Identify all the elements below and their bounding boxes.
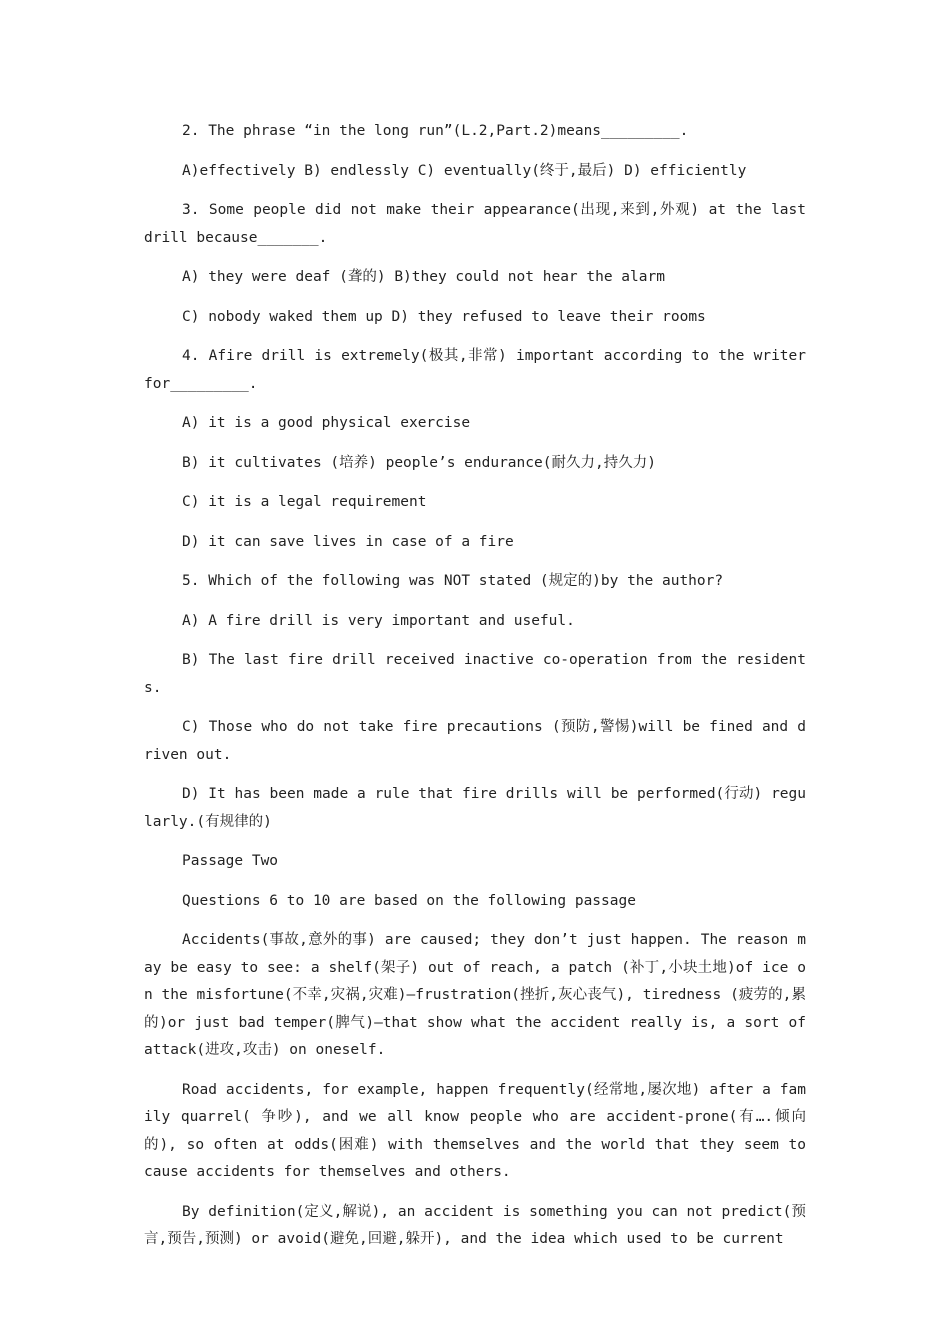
- question-2-options: A)effectively B) endlessly C) eventually(终于,最后) D) efficiently: [182, 162, 747, 179]
- question-4-stem: 4. Afire drill is extremely(极其,非常) important according to the writer for_________.: [144, 348, 806, 392]
- passage-instructions: Questions 6 to 10 are based on the following passage: [182, 892, 636, 909]
- passage-paragraph-1: Accidents(事故,意外的事) are caused; they don’t just happen. The reason may be easy to see: a shelf(架子) out of reach, a patch (补丁,小块土地)of ice on the misfortune(不幸,灾祸,灾难)—frustration(挫折,灰心丧气), tiredness (疲劳的,累的)or just bad temper(脾气)—that show what the accident really is, a sort of attack(进攻,攻击) on oneself.: [144, 932, 806, 1058]
- question-5-option-c: C) Those who do not take fire precautions (预防,警惕)will be fined and driven out.: [144, 719, 806, 763]
- question-2-stem: 2. The phrase “in the long run”(L.2,Part.2)means_________.: [182, 123, 689, 139]
- question-4-option-a: A) it is a good physical exercise: [182, 415, 471, 431]
- question-4-option-b: B) it cultivates (培养) people’s endurance(耐久力,持久力): [182, 454, 656, 471]
- question-3-options-cd: C) nobody waked them up D) they refused to leave their rooms: [182, 308, 706, 325]
- passage-heading: Passage Two: [182, 853, 279, 869]
- passage-paragraph-2: Road accidents, for example, happen frequently(经常地,屡次地) after a family quarrel( 争吵), and we all know people who are accident-prone(有….倾向的), so often at odds(困难) with themselves and the world that they seem to cause accidents for themselves and others.: [144, 1081, 806, 1180]
- question-3-options-ab: A) they were deaf (聋的) B)they could not hear the alarm: [182, 269, 665, 285]
- question-5-stem: 5. Which of the following was NOT stated (规定的)by the author?: [182, 573, 724, 589]
- question-5-option-a: A) A fire drill is very important and useful.: [182, 612, 575, 629]
- question-3-stem: 3. Some people did not make their appearance(出现,来到,外观) at the last drill because_______.: [144, 202, 806, 246]
- question-5-option-b: B) The last fire drill received inactive co-operation from the residents.: [144, 652, 806, 696]
- question-4-option-d: D) it can save lives in case of a fire: [182, 533, 514, 550]
- question-5-option-d: D) It has been made a rule that fire drills will be performed(行动) regularly.(有规律的): [144, 786, 806, 830]
- question-4-option-c: C) it is a legal requirement: [182, 494, 427, 510]
- passage-paragraph-3: By definition(定义,解说), an accident is something you can not predict(预言,预告,预测) or avoid(避免,回避,躲开), and the idea which used to be current: [144, 1203, 806, 1247]
- document-page: [144, 118, 806, 1266]
